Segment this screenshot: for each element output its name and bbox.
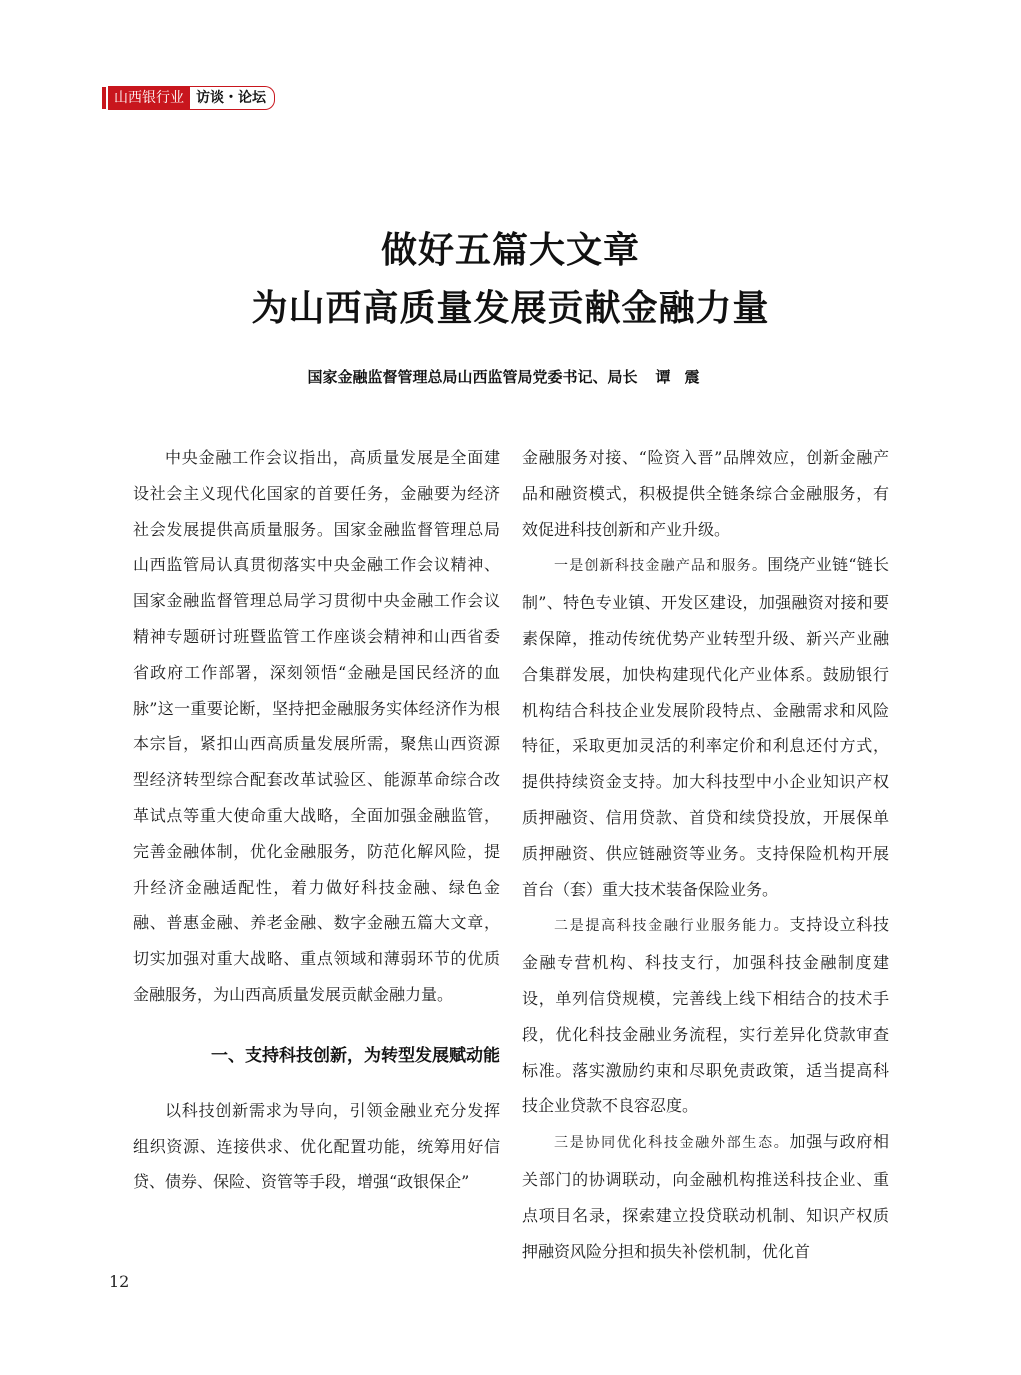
left-column: [133, 440, 500, 1200]
item-body-3: 加强与政府相关部门的协调联动，向金融机构推送科技企业、重点项目名录，探索建立投贷联动机制、知识产权质押融资风险分担和损失补偿机制，优化首: [522, 1132, 889, 1261]
item-paragraph-2: [522, 907, 889, 1124]
intro-paragraph: 中央金融工作会议指出，高质量发展是全面建设社会主义现代化国家的首要任务，金融要为经济社会发展提供高质量服务。国家金融监督管理总局山西监管局认真贯彻落实中央金融工作会议精神、国家金融监督管理总局学习贯彻中央金融工作会议精神专题研讨班暨监管工作座谈会精神和山西省委省政府工作部署，深刻领悟“金融是国民经济的血脉”这一重要论断，坚持把金融服务实体经济作为根本宗旨，紧扣山西高质量发展所需，聚焦山西资源型经济转型综合配套改革试验区、能源革命综合改革试点等重大使命重大战略，全面加强金融监管，完善金融体制，优化金融服务，防范化解风险，提升经济金融适配性，着力做好科技金融、绿色金融、普惠金融、养老金融、数字金融五篇大文章，切实加强对重大战略、重点领域和薄弱环节的优质金融服务，为山西高质量发展贡献金融力量。: [133, 448, 500, 1004]
article-title-line2: 为山西高质量发展贡献金融力量: [251, 287, 770, 329]
continued-paragraph: 金融服务对接、“险资入晋”品牌效应，创新金融产品和融资模式，积极提供全链条综合金融服务，有效促进科技创新和产业升级。: [522, 448, 889, 539]
article-title-line1: 做好五篇大文章: [380, 229, 640, 271]
item-lead-3: 三是协同优化科技金融外部生态。: [554, 1135, 790, 1152]
page-number: 12: [109, 1272, 130, 1291]
item-body-2: 支持设立科技金融专营机构、科技支行，加强科技金融制度建设，单列信贷规模，完善线上线下相结合的技术手段，优化科技金融业务流程，实行差异化贷款审查标准。落实激励约束和尽职免责政策，适当提高科技企业贷款不良容忍度。: [522, 915, 889, 1116]
item-lead-2: 二是提高科技金融行业服务能力。: [554, 918, 790, 935]
right-column: [522, 440, 889, 1269]
author-position: 国家金融监督管理总局山西监管局党委书记、局长: [307, 368, 638, 386]
publication-brand: 山西银行业: [108, 87, 190, 109]
item-body-1: 围绕产业链“链长制”、特色专业镇、开发区建设，加强融资对接和要素保障，推动传统优势产业转型升级、新兴产业融合集群发展，加快构建现代化产业体系。鼓励银行机构结合科技企业发展阶段特点、金融需求和风险特征，采取更加灵活的利率定价和利息还付方式，提供持续资金支持。加大科技型中小企业知识产权质押融资、信用贷款、首贷和续贷投放，开展保单质押融资、供应链融资等业务。支持保险机构开展首台（套）重大技术装备保险业务。: [522, 555, 890, 899]
section-tag: [108, 86, 275, 110]
item-lead-1: 一是创新科技金融产品和服务。: [554, 558, 768, 575]
section1-paragraph: 以科技创新需求为导向，引领金融业充分发挥组织资源、连接供求、优化配置功能，统筹用好信贷、债券、保险、资管等手段，增强“政银保企”: [133, 1100, 500, 1192]
item-paragraph-1: [522, 547, 889, 907]
column-name: 访谈・论坛: [196, 90, 266, 106]
item-paragraph-3: [522, 1124, 889, 1269]
section-heading-1: 一、支持科技创新，为转型发展赋动能: [211, 1045, 500, 1066]
author-name: 谭震: [655, 368, 714, 386]
tag-marker: [102, 87, 106, 109]
byline: [0, 366, 1021, 387]
